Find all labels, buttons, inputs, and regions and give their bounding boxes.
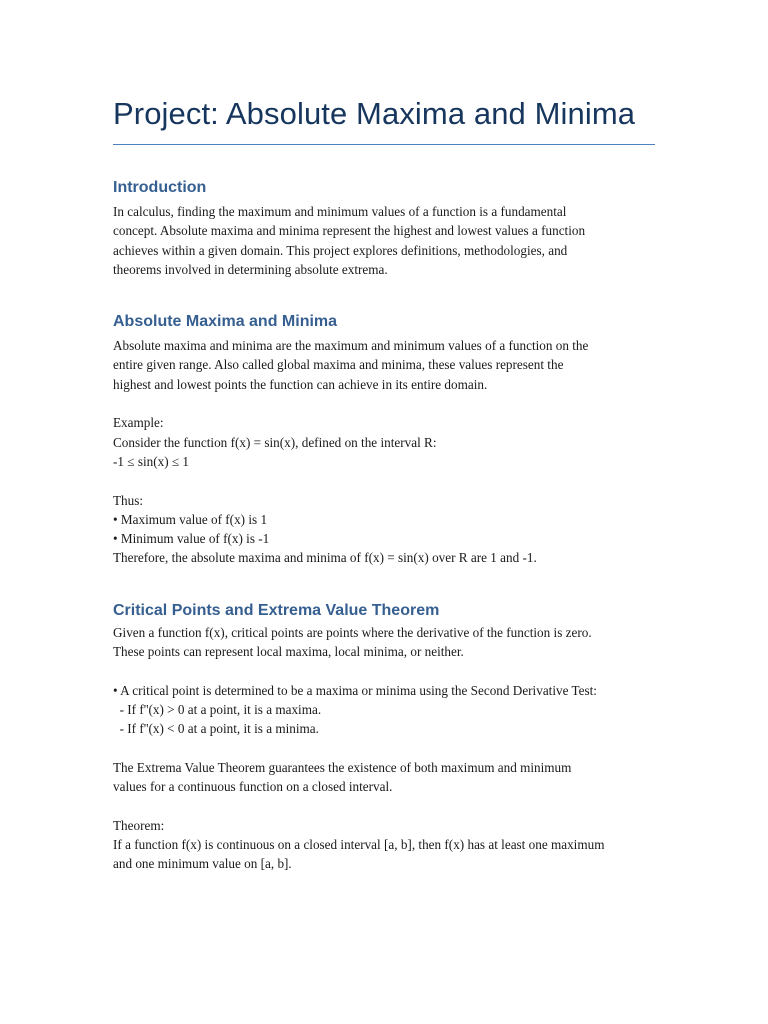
text-line: The Extrema Value Theorem guarantees the existence of both maximum and minimum xyxy=(113,759,572,775)
title-underline xyxy=(113,144,655,145)
text-line: values for a continuous function on a closed interval. xyxy=(113,779,393,795)
blank-line xyxy=(113,796,655,815)
inequality-line: -1 ≤ sin(x) ≤ 1 xyxy=(113,453,190,469)
document-title: Project: Absolute Maxima and Minima xyxy=(113,96,636,131)
text-line: If a function f(x) is continuous on a closed interval [a, b], then f(x) has at least one maximum xyxy=(113,837,605,853)
text-line: Given a function f(x), critical points are points where the derivative of the function is zero. xyxy=(113,624,592,640)
text-line: Therefore, the absolute maxima and minima of f(x) = sin(x) over R are 1 and -1. xyxy=(113,550,537,566)
section-critical-points xyxy=(113,601,655,874)
bullet-item: • Maximum value of f(x) is 1 xyxy=(113,511,268,527)
section-text xyxy=(113,202,655,279)
section-text xyxy=(113,623,655,874)
text-line: theorems involved in determining absolute extrema. xyxy=(113,261,388,277)
text-line: These points can represent local maxima, local minima, or neither. xyxy=(113,644,464,660)
blank-line xyxy=(113,394,655,413)
section-heading: Critical Points and Extrema Value Theorem xyxy=(113,601,440,619)
theorem-label: Theorem: xyxy=(113,817,165,833)
blank-line xyxy=(113,739,655,758)
text-line: Thus: xyxy=(113,492,144,508)
document-body xyxy=(113,92,655,874)
bullet-item: • A critical point is determined to be a maxima or minima using the Second Derivative Test: xyxy=(113,682,597,698)
section-heading: Absolute Maxima and Minima xyxy=(113,313,338,331)
blank-line xyxy=(113,471,655,490)
text-line: Absolute maxima and minima are the maximum and minimum values of a function on the xyxy=(113,338,589,354)
section-heading: Introduction xyxy=(113,179,207,196)
text-line: In calculus, finding the maximum and minimum values of a function is a fundamental xyxy=(113,204,567,219)
bullet-item: • Minimum value of f(x) is -1 xyxy=(113,531,270,547)
text-line: highest and lowest points the function can achieve in its entire domain. xyxy=(113,376,488,392)
sub-item: - If f''(x) < 0 at a point, it is a minima. xyxy=(113,721,319,737)
text-line: entire given range. Also called global maxima and minima, these values represent the xyxy=(113,357,564,373)
example-label: Example: xyxy=(113,415,164,431)
text-line: and one minimum value on [a, b]. xyxy=(113,856,292,872)
text-line: achieves within a given domain. This project explores definitions, methodologies, and xyxy=(113,242,568,258)
section-text xyxy=(113,336,655,568)
text-line: Consider the function f(x) = sin(x), defined on the interval R: xyxy=(113,434,437,450)
text-line: concept. Absolute maxima and minima represent the highest and lowest values a function xyxy=(113,223,586,239)
sub-item: - If f''(x) > 0 at a point, it is a maxima. xyxy=(113,701,322,717)
blank-line xyxy=(113,661,655,680)
section-introduction xyxy=(113,178,655,279)
section-absolute-maxima-minima xyxy=(113,312,655,568)
